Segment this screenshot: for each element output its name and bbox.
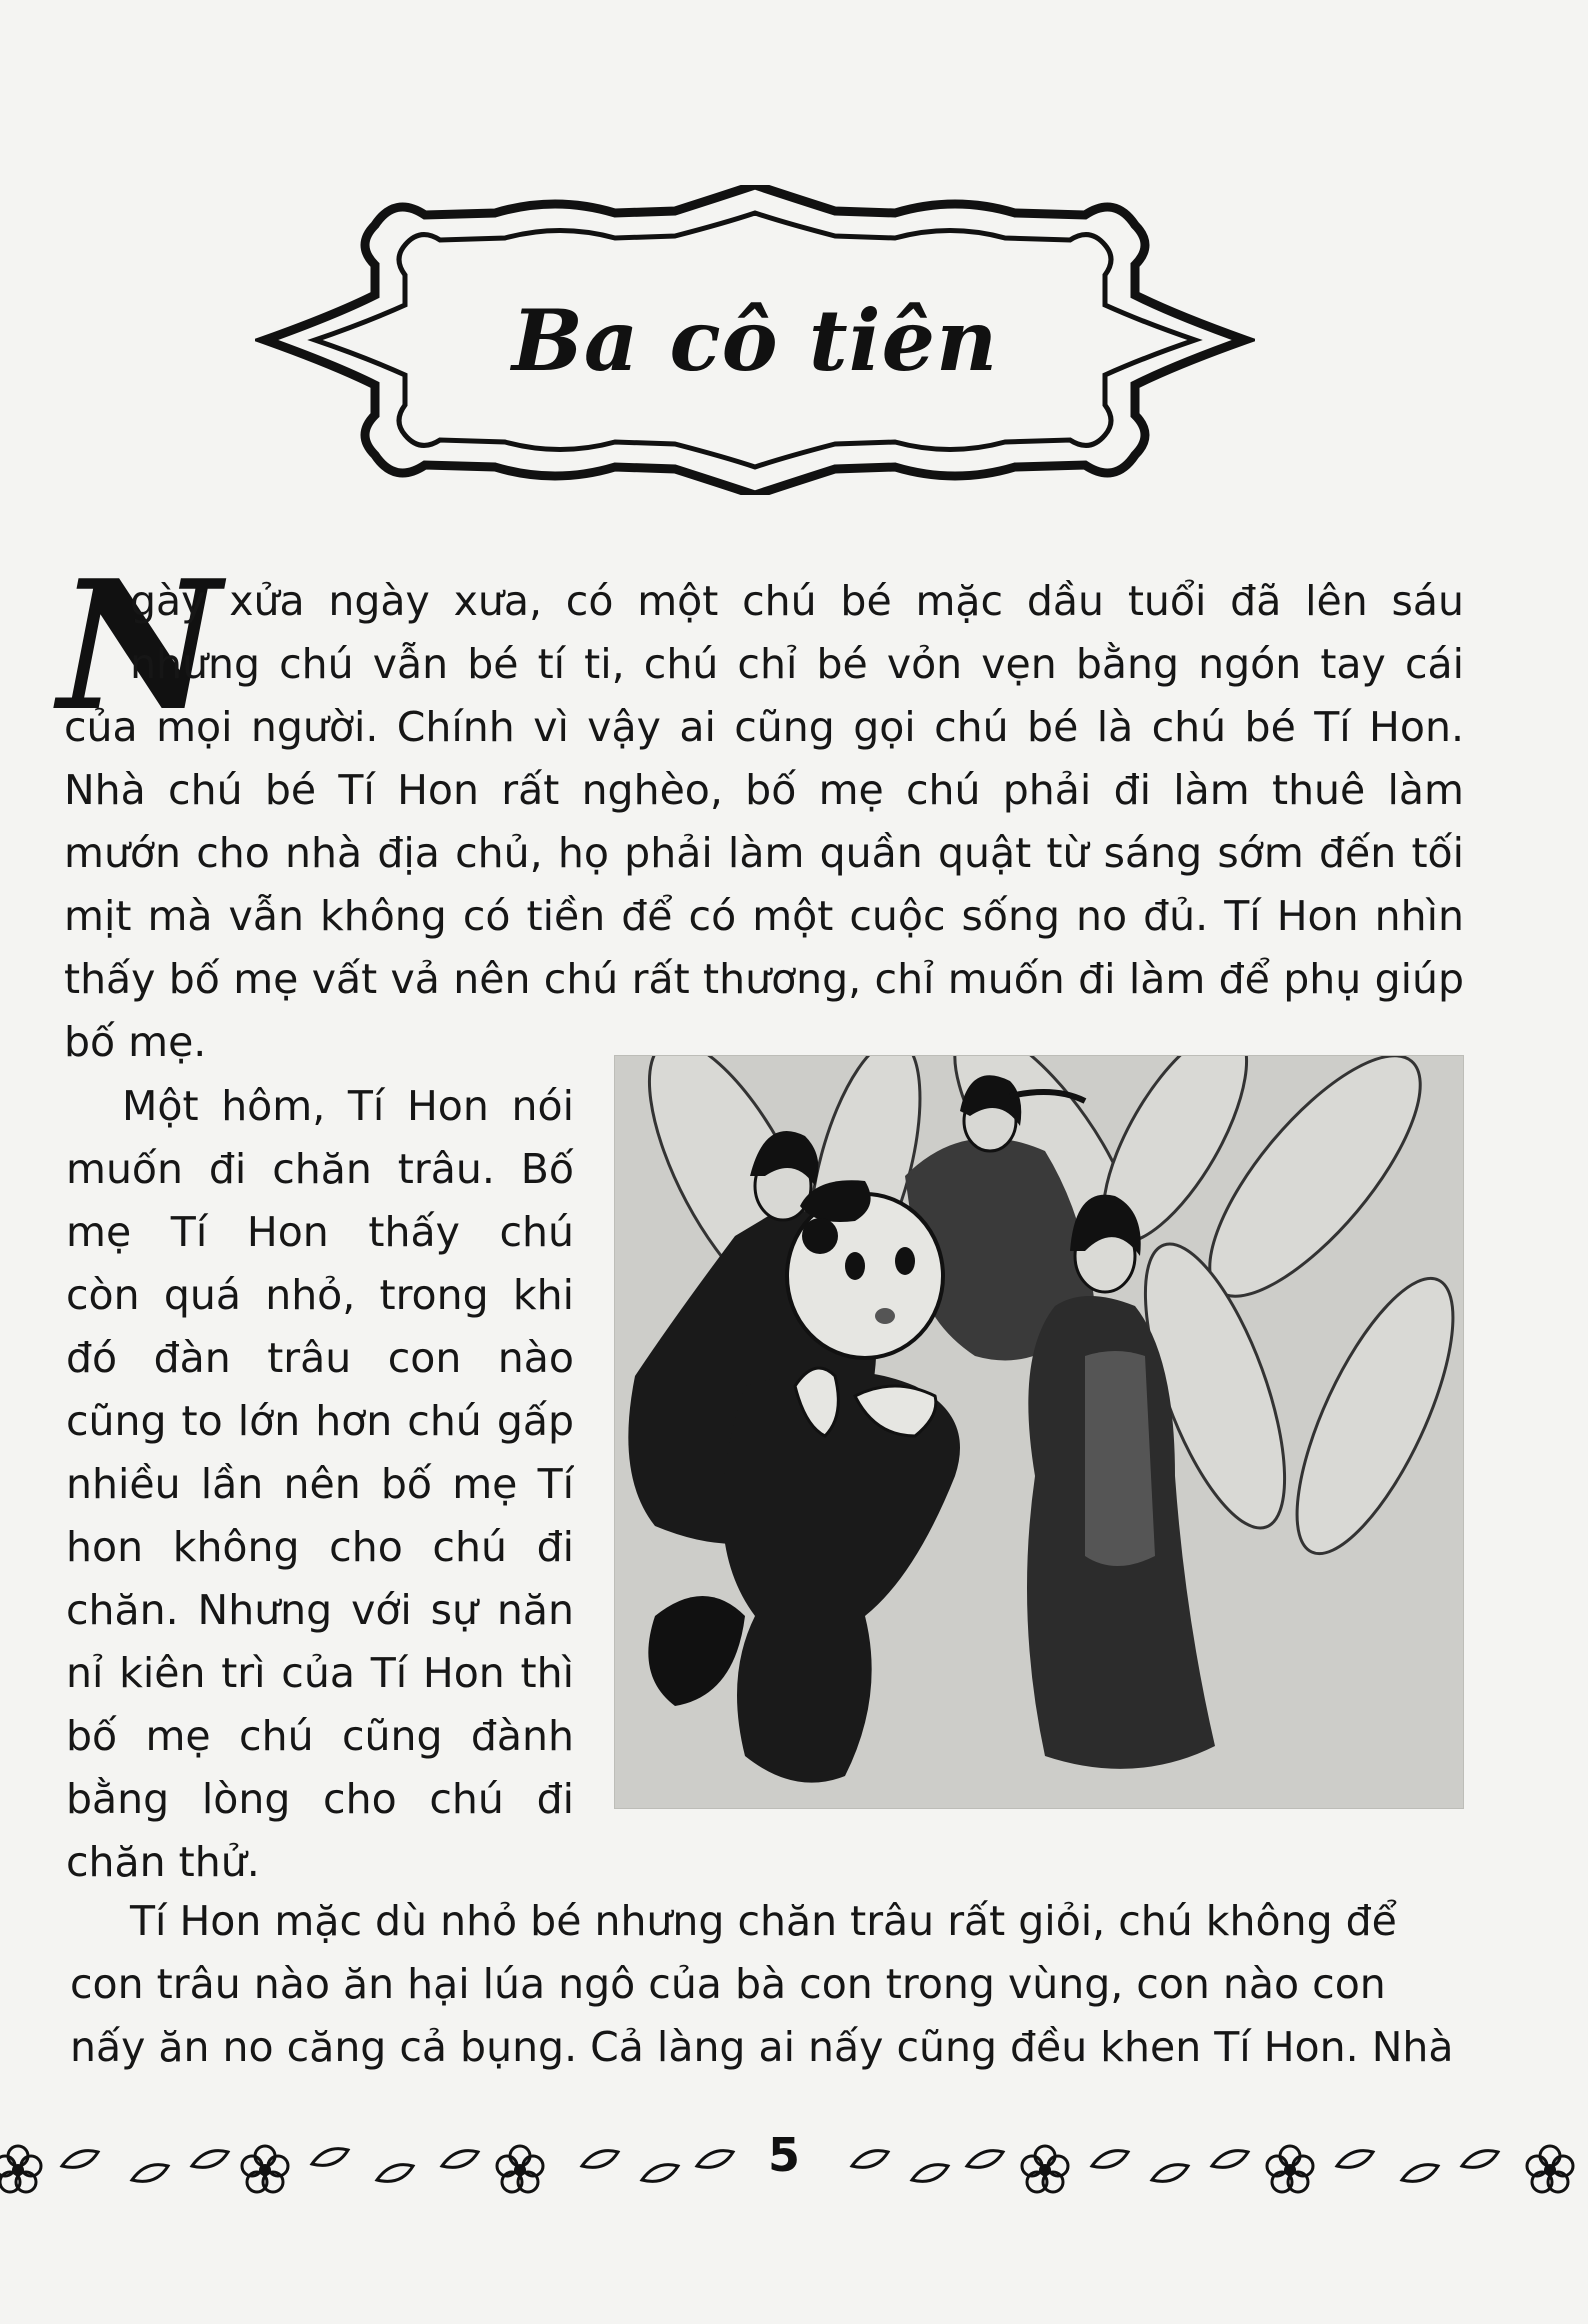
intro-line: của mọi người. Chính vì vậy ai cũng gọi chú bé là chú bé Tí Hon. (64, 703, 1464, 751)
three-fairies-and-boy-illustration-icon (615, 1056, 1463, 1808)
column-line: chăn. Nhưng với sự năn (66, 1586, 574, 1634)
column-line: còn quá nhỏ, trong khi (66, 1271, 574, 1319)
column-line: nhiều lần nên bố mẹ Tí (66, 1460, 574, 1508)
story-title: Ba cô tiên (511, 290, 999, 390)
column-paragraph (66, 1075, 574, 1894)
bottom-paragraph (70, 1890, 1460, 2079)
column-line: đó đàn trâu con nào (66, 1334, 574, 1382)
column-line: chăn thử. (66, 1838, 260, 1886)
column-line: bằng lòng cho chú đi (66, 1775, 574, 1823)
story-illustration (614, 1055, 1464, 1809)
intro-line: mịt mà vẫn không có tiền để có một cuộc sống no đủ. Tí Hon nhìn (64, 892, 1464, 940)
column-line: hon không cho chú đi (66, 1523, 574, 1571)
bottom-line: nấy ăn no căng cả bụng. Cả làng ai nấy cũng đều khen Tí Hon. Nhà (70, 2023, 1454, 2071)
intro-line: bố mẹ. (64, 1018, 207, 1066)
column-line: nỉ kiên trì của Tí Hon thì (66, 1649, 574, 1697)
drop-cap: N (58, 541, 221, 750)
bottom-line: Tí Hon mặc dù nhỏ bé nhưng chăn trâu rất giỏi, chú không để (130, 1897, 1397, 1945)
page-number: 5 (767, 2128, 800, 2182)
column-line: bố mẹ chú cũng đành (66, 1712, 574, 1760)
bottom-line: con trâu nào ăn hại lúa ngô của bà con trong vùng, con nào con (70, 1960, 1386, 2008)
column-line: cũng to lớn hơn chú gấp (66, 1397, 574, 1445)
intro-line: thấy bố mẹ vất vả nên chú rất thương, chỉ muốn đi làm để phụ giúp (64, 955, 1464, 1003)
intro-line: nhưng chú vẫn bé tí ti, chú chỉ bé vỏn vẹn bằng ngón tay cái (130, 640, 1464, 688)
intro-line: mướn cho nhà địa chủ, họ phải làm quần quật từ sáng sớm đến tối (64, 829, 1464, 877)
column-line: muốn đi chăn trâu. Bố (66, 1145, 574, 1193)
column-line: mẹ Tí Hon thấy chú (66, 1208, 574, 1256)
title-cartouche (255, 185, 1255, 495)
column-line: Một hôm, Tí Hon nói (122, 1082, 574, 1130)
intro-line: gày xửa ngày xưa, có một chú bé mặc dầu tuổi đã lên sáu (130, 577, 1464, 625)
intro-line: Nhà chú bé Tí Hon rất nghèo, bố mẹ chú phải đi làm thuê làm (64, 766, 1464, 814)
